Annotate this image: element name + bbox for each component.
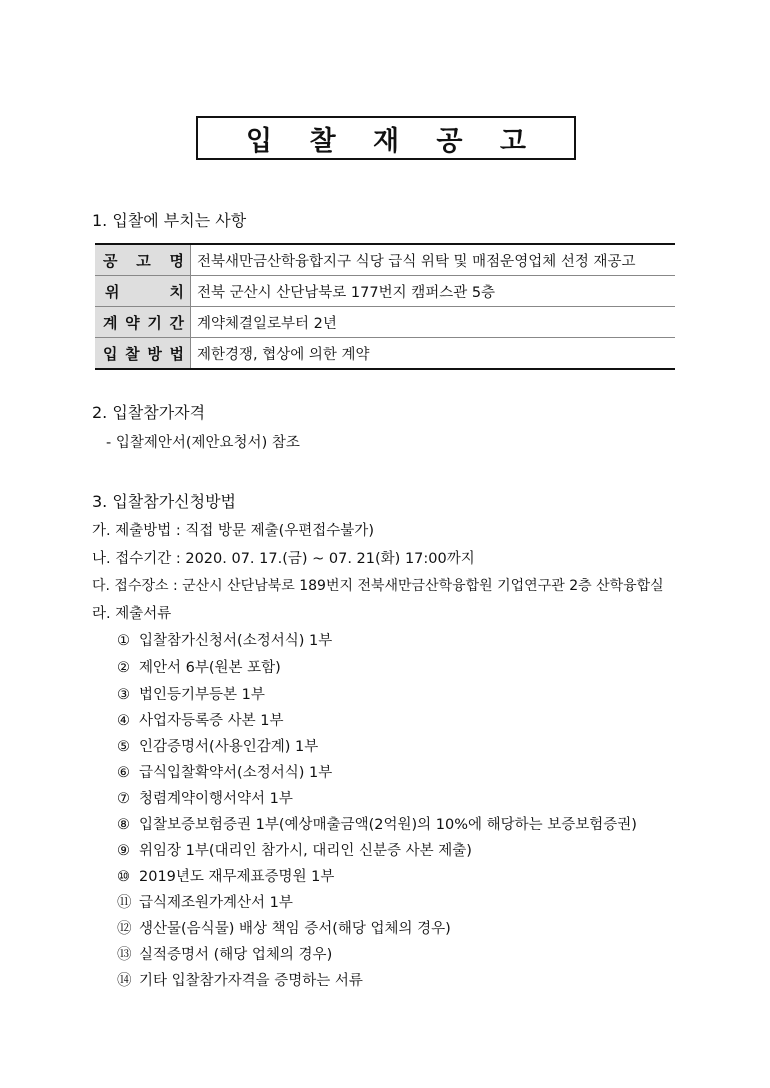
submission-period: 나. 접수기간 : 2020. 07. 17.(금) ~ 07. 21(화) 17:00까지 [92,551,475,567]
row-label-notice-name: 공 고 명 [95,244,191,276]
section2-line: - 입찰제안서(제안요청서) 참조 [106,435,300,451]
row-value-bid-method: 제한경쟁, 협상에 의한 계약 [197,346,370,363]
row-label-location: 위 치 [95,276,191,307]
table-row [95,276,675,307]
submission-documents-label: 라. 제출서류 [92,606,172,622]
section1-heading: 1. 입찰에 부치는 사항 [92,211,247,230]
table-row [95,307,675,338]
list-item: ⑥ 급식입찰확약서(소정서식) 1부 [117,765,333,781]
list-item: ⑨ 위임장 1부(대리인 참가시, 대리인 신분증 사본 제출) [117,843,472,859]
list-item: ② 제안서 6부(원본 포함) [117,660,281,676]
list-item: ⑬ 실적증명서 (해당 업체의 경우) [117,947,333,963]
bid-info-table [95,243,675,370]
list-item: ⑧ 입찰보증보험증권 1부(예상매출금액(2억원)의 10%에 해당하는 보증보험증권) [117,817,637,833]
list-item: ③ 법인등기부등본 1부 [117,687,265,703]
row-value-location: 전북 군산시 산단남북로 177번지 캠퍼스관 5층 [191,276,676,307]
row-value-contract-period: 계약체결일로부터 2년 [191,307,676,338]
list-item: ⑤ 인감증명서(사용인감계) 1부 [117,739,319,755]
page-title: 입 찰 재 공 고 [245,125,540,157]
list-item: ⑭ 기타 입찰참가자격을 증명하는 서류 [117,973,363,989]
list-item: ⑦ 청렴계약이행서약서 1부 [117,791,293,807]
list-item: ④ 사업자등록증 사본 1부 [117,713,284,729]
list-item: ⑫ 생산물(음식물) 배상 책임 증서(해당 업체의 경우) [117,921,451,937]
list-item: ① 입찰참가신청서(소정서식) 1부 [117,633,333,649]
row-label-bid-method: 입 찰 방 법 [95,338,191,370]
title-box [196,116,576,160]
table-row [95,338,675,370]
submission-method: 가. 제출방법 : 직접 방문 제출(우편접수불가) [92,523,374,539]
row-label-contract-period: 계 약 기 간 [95,307,191,338]
row-value-notice-name: 전북새만금산학융합지구 식당 급식 위탁 및 매점운영업체 선정 재공고 [191,244,676,276]
list-item: ⑪ 급식제조원가계산서 1부 [117,895,293,911]
list-item: ⑩ 2019년도 재무제표증명원 1부 [117,869,335,885]
section2-heading: 2. 입찰참가자격 [92,403,206,422]
submission-place: 다. 접수장소 : 군산시 산단남북로 189번지 전북새만금산학융합원 기업연구관 2층 산학융합실 [92,578,664,594]
section3-heading: 3. 입찰참가신청방법 [92,492,236,511]
table-row [95,244,675,276]
